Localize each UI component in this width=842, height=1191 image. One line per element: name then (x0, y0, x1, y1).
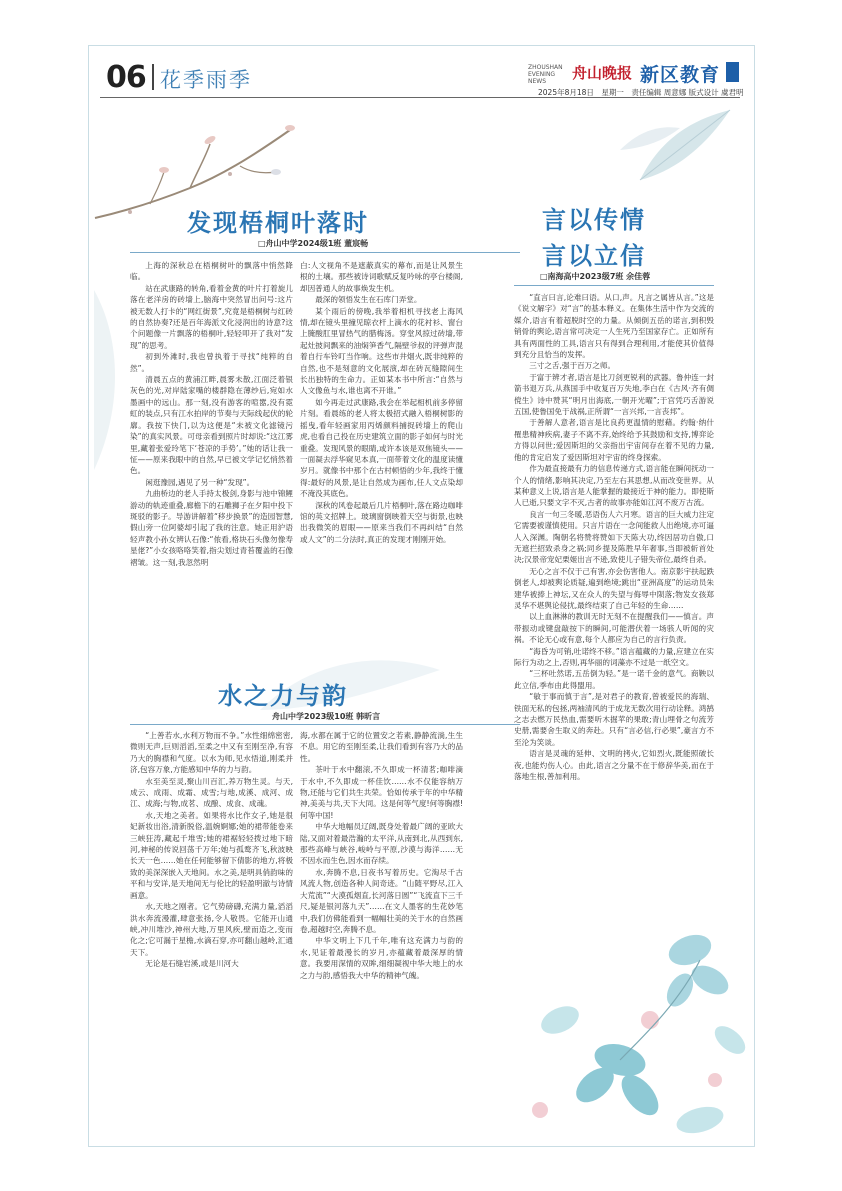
paragraph: 于善解人意者,语言是比良药更温情的慰藉。约翰·纳什罹患精神疾病,妻子不离不弃,始终给予其鼓励和支持,博弈论方得以问世;爱因斯坦的父亲指出宇宙间存在着不见的力量,他的肯定启发了爱因斯坦对宇宙的终身探索。 (514, 418, 714, 462)
article-byline: □舟山中学2024级1班 董宸畅 (258, 239, 369, 248)
masthead-paper-name: 舟山晚报 (572, 64, 633, 82)
date-editor-line: 2025年8月18日 星期一 责任编辑 周意娜 版式设计 虞君明 (538, 88, 744, 97)
paragraph: 无心之言不仅于己有害,亦会伤害他人。南京影宇扶起跌倒老人,却被舆论质疑,遍到绝境;跳出“亚洲高度”的运动员朱建华被捧上神坛,又在众人的失望与侮辱中陨落;物发女孩郑灵华不堪舆论侵扰,最终结束了自己年轻的生命…… (514, 566, 714, 610)
leaf-illustration-left (92, 280, 132, 480)
paragraph: 水,天地之刚者。它气势磅礴,充满力量,滔滔洪水奔流漫灌,肆意张扬,令人敬畏。它能开山通峡,冲川堆沙,神州大地,万里风疾,壁而造之,变而化之;它可漏于星檐,水滴石穿,亦可翻山越岭,汇通天下。 (130, 902, 293, 957)
paragraph: 水至美至灵,聚山川百汇,养万物生灵。与天,成云、成雨、成霜、成雪;与地,成溪、成河、成江、成海;与物,成茗、成酿、成食、成魂。 (130, 776, 293, 809)
article-byline: □南海高中2023级7班 余佳蓉 (540, 272, 651, 281)
paragraph: 于富于辨才者,语言是比刀剑更锐利的武器。鲁仲连一封箭书退万兵,从燕国手中收复百万失地,李白在《古风·齐有倜傥生》诗中赞其“明月出海底,一朝开光曜”;于宫凭巧舌游说五国,使鲁国免于战祸,正所谓“一言兴邦,一言丧邦”。 (514, 372, 714, 417)
paragraph: 某个雨后的傍晚,我举着相机寻找老上海风情,却在镜头里撞见晾衣杆上滴水的花衬衫、窗台上腌酸肛里冒热气的腊梅汤。穿堂风掠过砖墙,带起灶披间飘来的油焖笋香气,隔壁爷叔的评弹声混着自行车铃叮当作响。这些市井烟火,既非纯粹的自然,也不是刻意的文化展演,却在砖瓦缝隙间生长出独特的生命力。正如某本书中所言:“自然与人文像鱼与水,谁也离不开谁。” (300, 306, 463, 396)
paragraph: 水,奔腾不息,日夜书写着历史。它淘尽千古风流人物,创造各种人间奇迹。“山随平野尽,江入大荒流”“大漠孤烟直,长河落日圆”“飞流直下三千尺,疑是银河落九天”……在文人墨客的生花妙笔中,我们仿佛能看到一幅幅壮美的关于水的自然画卷,超越时空,奔腾不息。 (300, 867, 463, 934)
paragraph: 三寸之舌,强于百万之师。 (529, 361, 616, 371)
paragraph: 良言一句三冬暖,恶语伤人六月寒。语言的巨大威力注定它需要被谨慎使用。只言片语在一念间能救人出绝境,亦可逼人入深渊。陶朝名将赞将赞如下天陈大功,终因居功自傲,口无遮拦招致杀身之祸;同乡提及陈胜早年奢事,当即被斩首处决;汉景帝宠妃栗姬出言不逊,致使儿子错失帝位,最终自杀。 (514, 509, 714, 565)
paragraph: 作为最直接最有力的信息传递方式,语言能在瞬间抚动一个人的情绪,影响其决定,乃至左右其思想,从而改变世界。从某种意义上说,语言是人能掌握的最接近于神的能力。即使斯人已逝,只要文字不灭,古者的故事亦能如江河不废万古流。 (514, 464, 714, 508)
paragraph: 站在武康路的转角,看着金黄的叶片打着旋儿落在老洋房的砖墙上,脑海中突然冒出问号:这片被无数人打卡的“网红街景”,究竟是梧桐树与红砖的自然协奏?还是百年海派文化浸润出的诗意?这个问题像一片飘落的梧桐叶,轻轻叩开了我对“发现”的思考。 (130, 283, 293, 350)
paragraph: 海,水都在属于它的位置安之若素,静静流淌,生生不息。用它的至刚至柔,让我们看到有容乃大的品性。 (300, 731, 463, 763)
paragraph: 如今再走过武康路,我会在举起相机前多停留片刻。看晨练的老人将太极招式融入梧桐树影的摇曳,看年轻画家用丙烯颜料捕捉砖墙上的爬山虎,也看自己投在历史建筑立面的影子如何与时光重叠。发现风景的眼睛,或许本该是双焦镜头——一面凝去浮华窥见本真,一面带着文化的温度读懂岁月。就像书中那个在古村顿悟的少年,我终于懂得:最好的风景,是让自然成为画布,任人文点染却不淹没其底色。 (300, 397, 463, 499)
article-column (300, 730, 463, 1130)
byline-rule (130, 252, 520, 253)
masthead (528, 62, 740, 86)
paragraph: 中华大地幅员辽阔,既身处着最广阔的亚欧大陆,又面对着最浩瀚的太平洋,从南到北,从西到东,那些高峰与峡谷,峻岭与平原,沙漠与海洋……无不因水而生色,因水而存续。 (300, 822, 463, 866)
paragraph: 九曲桥边的老人手持太极剑,身影与池中锦鲤游动的轨迹重叠,廊檐下的石雕狮子在夕阳中投下斑驳的影子。导游讲解着“移步换景”的造园智慧,假山旁一位阿婆却引起了我的注意。她正用沪语轻声教小孙女辨认石像:“侬看,格块石头像勿像寿星佬?”小女孩咯咯笑着,指尖划过青苔覆盖的石像褶皱。这一刻,我忽然明 (130, 489, 293, 567)
masthead-edition: 新区教育 (640, 64, 721, 86)
article-column (300, 260, 463, 650)
paragraph: “三杯吐然诺,五岳倒为轻。”是一诺千金的意气。商鞅以此立信,季布由此得盟用。 (514, 669, 714, 690)
paragraph: 无论是石缝岩溪,或是川河大 (145, 959, 239, 969)
paragraph: 上海的深秋总在梧桐树叶的飘落中悄然降临。 (130, 261, 293, 282)
article-title-line-1: 言以传情 (542, 206, 646, 234)
article-title: 发现梧桐叶落时 (187, 209, 369, 237)
paragraph: “上善若水,水利万物而不争。”水性细绵密密,微则无声,巨则滔滔,至柔之中又有至刚至净,有容乃大的胸襟和气度。以水为师,见水悟道,刚柔并济,包容万象,方能感知中华的力与韵。 (130, 731, 293, 775)
paragraph: 语言是灵魂的延伸、文明的拷火,它如烈火,既能照破长夜,也能灼伤人心。由此,语言之分量不在于修辞华美,而在于落地生根,善加利用。 (514, 749, 714, 782)
paragraph: “海昏为可销,吐诺终不移。”语言蕴藏的力量,应建立在实际行为动之上,否则,再华丽的词藻亦不过是一纸空文。 (514, 646, 714, 667)
paragraph: “直言曰言,论难曰语。从口,声。凡言之属皆从言。”这是《说文解字》对“言”的基本释义。在集体生活中作为交流的媒介,语言有着超脱时空的力量。从倾倒五岳的诺言,到积毁销骨的舆论,语言常可决定一人生死乃至国家存亡。正如所有具有两面性的工具,语言只有得到合理利用,才能使其价值得到充分且恰当的发挥。 (514, 293, 714, 360)
article-column (130, 260, 293, 650)
article-column (514, 292, 714, 888)
paragraph: “敏于事而慎于言”,是对君子的教育,曾被爱民的海瑞、铁面无私的包拯,两袖清风的于成龙无数次用行动诠释。鸿鹄之志去燃万民热血,需要听木掘苹的果敢;青山埋骨之句流芳史册,需要舍生取义的奔赴。只有“言必信,行必果”,豪言方不至沦为笑谈。 (514, 692, 714, 747)
paragraph: 茶叶于水中翻滚,不久即成一杯清茗;咖啡滴于水中,不久即成一杯佳饮……水不仅能容纳万物,还能与它们共生共荣。恰如传承于年的中华精神,美美与共,天下大同。这是何等气度!何等胸襟!何等中国! (300, 765, 463, 820)
paragraph: 中华文明上下几千年,唯有这充满力与韵的水,见证着最漫长的岁月,亦蕴藏着最深厚的情意。我要用深情的双眸,细细凝视中华大地上的水之力与韵,感悟我大中华的精神气魄。 (300, 936, 463, 980)
page-number: 06 (106, 60, 146, 95)
article-byline: 舟山中学2023级10班 韩昕言 (272, 712, 381, 721)
paragraph: 深秋的风卷起最后几片梧桐叶,落在路边咖啡馆的英文招牌上。玻璃窗倒映着天空与街景,也映出我微笑的眉眼——原来当我们不再纠结“自然或人文”的二分法时,真正的发现才刚刚开始。 (300, 500, 463, 544)
article-column (130, 730, 293, 1130)
paragraph: 清晨五点的黄浦江畔,晨雾未散,江面泛着银灰色的光,对岸陆家嘴的楼群隐在薄纱后,宛如水墨画中的远山。那一刻,没有游客的喧嚣,没有霓虹的装点,只有江水拍岸的节奏与天际线起伏的轮廓。我按下快门,以为这便是“未被文化滤镜污染”的真实风景。可母亲看到照片时却说:“这江雾里,藏着张爱玲笔下‘苍凉的手势’。”她的话让我一怔——原来我眼中的自然,早已被文学记忆悄然着色。 (130, 375, 293, 476)
leaf-illustration-top-right (620, 100, 740, 190)
header-divider (152, 64, 154, 90)
masthead-english: ZHOUSHAN EVENING NEWS (528, 64, 563, 85)
paragraph: 初到外滩时,我也曾执着于寻找“纯粹的自然”。 (130, 352, 293, 373)
section-name: 花季雨季 (160, 68, 252, 92)
masthead-badge (726, 62, 739, 82)
header-rule (100, 97, 740, 98)
paragraph: 闲逛豫园,遇见了另一种“发现”。 (145, 477, 255, 487)
paragraph: 白:人文视角不是遮蔽真实的幕布,而是让风景生根的土壤。那些被诗词歌赋反复吟咏的亭台楼阁,却因普通人的故事焕发生机。 (300, 261, 463, 293)
paragraph: 最深的领悟发生在石库门弄堂。 (315, 295, 422, 305)
article-title-line-2: 言以立信 (542, 242, 646, 270)
paragraph: 以上血淋淋的教训无时无刻不在提醒我们——慎言。声带振动或键盘敲按下的瞬间,可能潜伏着一场骇人听闻的灾祸。不论无心或有意,每个人都应为自己的言行负责。 (514, 612, 714, 645)
byline-rule (514, 285, 714, 286)
byline-rule (130, 724, 520, 725)
flower-illustration (500, 890, 750, 1145)
paragraph: 水,天地之美者。如果将水比作女子,她是很妃新妆出浴,清新脱俗,温婉婀娜;她的裙带能卷来三峡狂涛,藏起千堆雪;她的裙裾轻轻拨过地下暗河,神秘的传说回荡千万年;她与孤鹜齐飞,秋波映长天一色……她在任何能够留下倩影的地方,将极致的美深深嵌入天地间。水之美,是明具俏韵味的平和与安详,是天地间无与伦比的轻盈明澈与诗情画意。 (130, 810, 293, 900)
article-title: 水之力与韵 (218, 682, 348, 710)
